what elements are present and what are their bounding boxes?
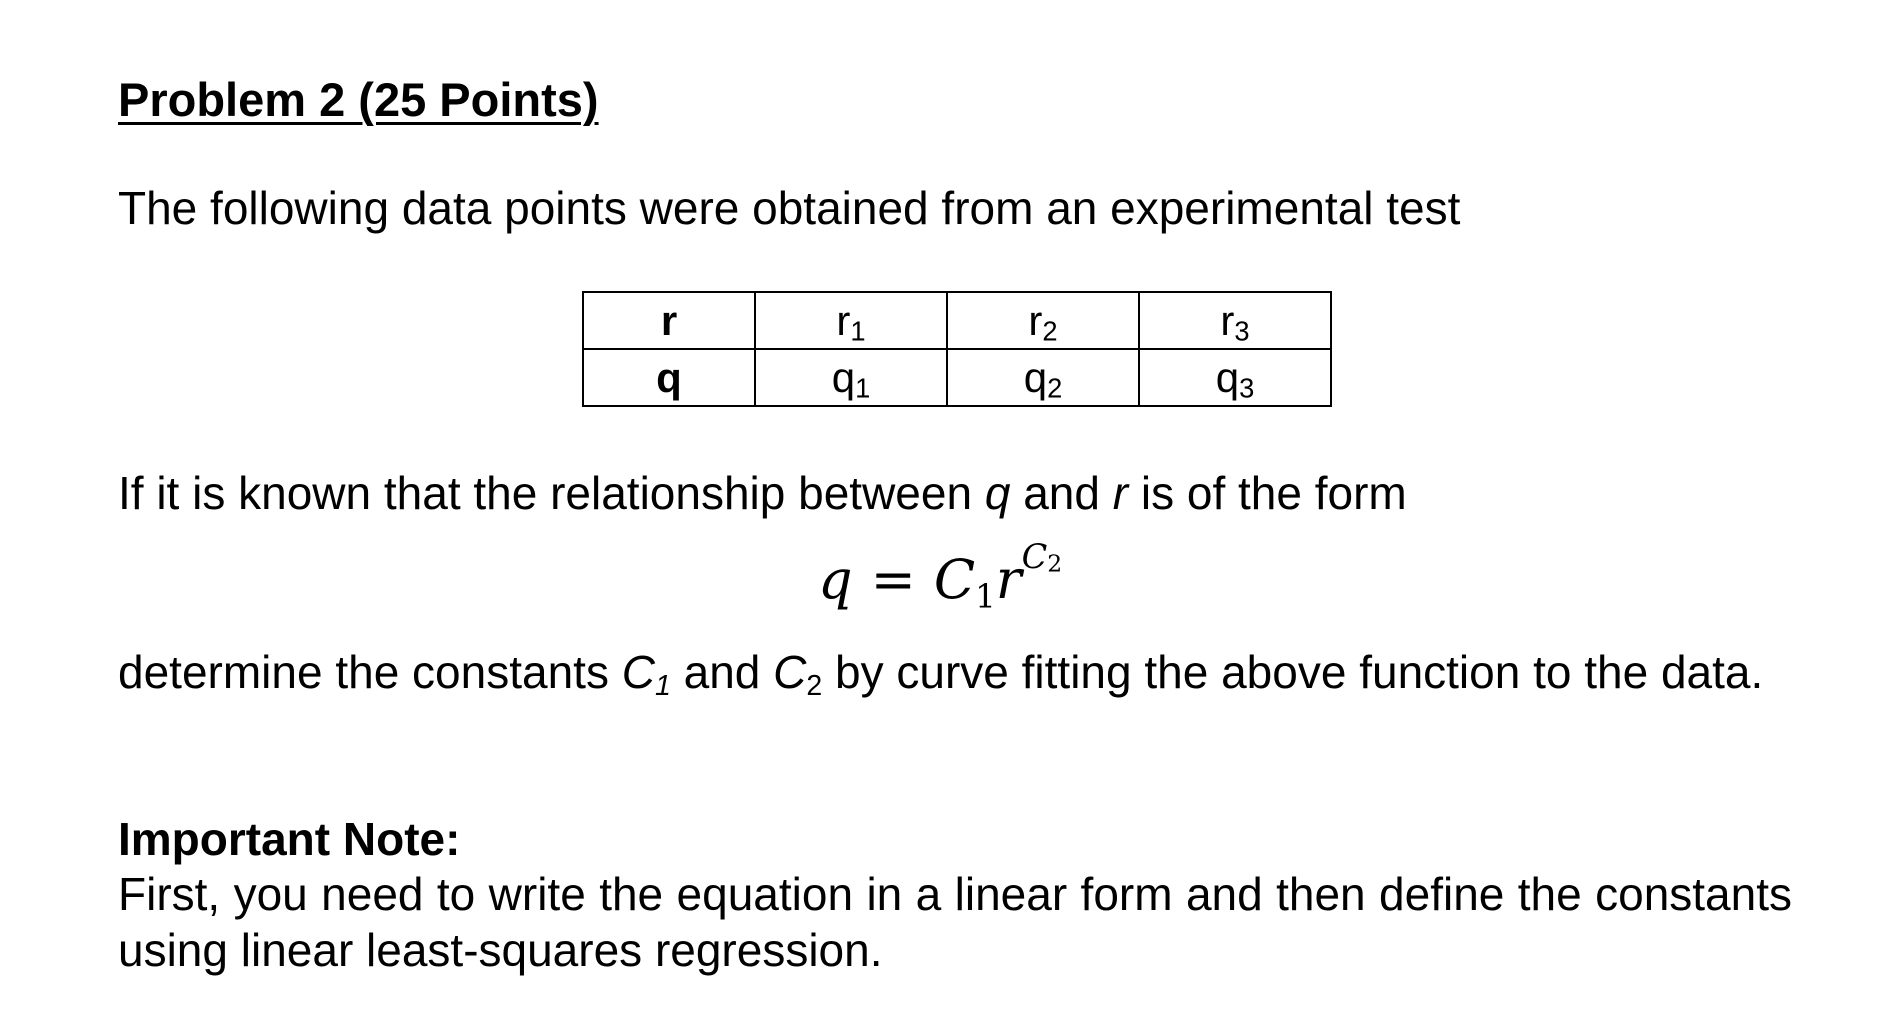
table-cell xyxy=(947,349,1139,406)
equation-coef: C xyxy=(933,548,976,611)
equation-coef-sub: 1 xyxy=(975,577,996,616)
relation-text xyxy=(118,466,1407,520)
equation-exponent xyxy=(1022,537,1063,576)
cell-subscript: 3 xyxy=(1234,315,1250,347)
data-table xyxy=(582,291,1332,407)
cell-subscript: 1 xyxy=(855,372,871,404)
problem-title: Problem 2 (25 Points) xyxy=(118,73,599,126)
note-body: First, you need to write the equation in a linear form and then define the constants using linear least-squares regression. xyxy=(118,868,1792,976)
cell-base: q xyxy=(1215,354,1240,401)
table-header-q: q xyxy=(583,349,755,406)
equation-equals: = xyxy=(870,548,916,611)
cell-subscript: 2 xyxy=(1047,372,1063,404)
const-c2-sub: 2 xyxy=(806,670,823,703)
const-c1-letter: C xyxy=(621,646,655,698)
const-c1-sub: 1 xyxy=(654,670,671,703)
relation-prefix: If it is known that the relationship between xyxy=(118,467,985,519)
relation-suffix: is of the form xyxy=(1128,467,1407,519)
table-row-r xyxy=(583,292,1331,349)
table-cell xyxy=(947,292,1139,349)
const-c2-letter: C xyxy=(773,646,807,698)
equation-exp-sub: 2 xyxy=(1047,549,1063,578)
table-cell xyxy=(1139,349,1331,406)
table-cell xyxy=(755,349,947,406)
intro-text: The following data points were obtained from an experimental test xyxy=(118,182,1461,234)
table-cell xyxy=(1139,292,1331,349)
cell-subscript: 2 xyxy=(1042,315,1058,347)
cell-subscript: 3 xyxy=(1239,372,1255,404)
determine-text xyxy=(118,644,1792,703)
cell-base: q xyxy=(1023,354,1048,401)
equation-base: r xyxy=(995,548,1022,611)
const-c2 xyxy=(773,646,806,698)
determine-part1: determine the constants xyxy=(118,646,622,698)
var-r: r xyxy=(1112,467,1129,519)
power-law-equation xyxy=(818,536,1063,616)
relation-middle: and xyxy=(1010,467,1113,519)
cell-base: q xyxy=(831,354,856,401)
equation-lhs: q xyxy=(818,548,853,611)
cell-base: r xyxy=(1028,297,1043,344)
table-header-r: r xyxy=(583,292,755,349)
table-row-q xyxy=(583,349,1331,406)
cell-base: r xyxy=(1220,297,1235,344)
equation-exp: C xyxy=(1021,536,1048,576)
table-cell xyxy=(755,292,947,349)
determine-part2: and xyxy=(670,646,774,698)
var-q: q xyxy=(984,467,1011,519)
cell-subscript: 1 xyxy=(850,315,866,347)
note-title: Important Note: xyxy=(118,813,461,865)
const-c1 xyxy=(621,646,671,703)
cell-base: r xyxy=(836,297,851,344)
determine-part3: by curve fitting the above function to the data. xyxy=(822,646,1764,698)
